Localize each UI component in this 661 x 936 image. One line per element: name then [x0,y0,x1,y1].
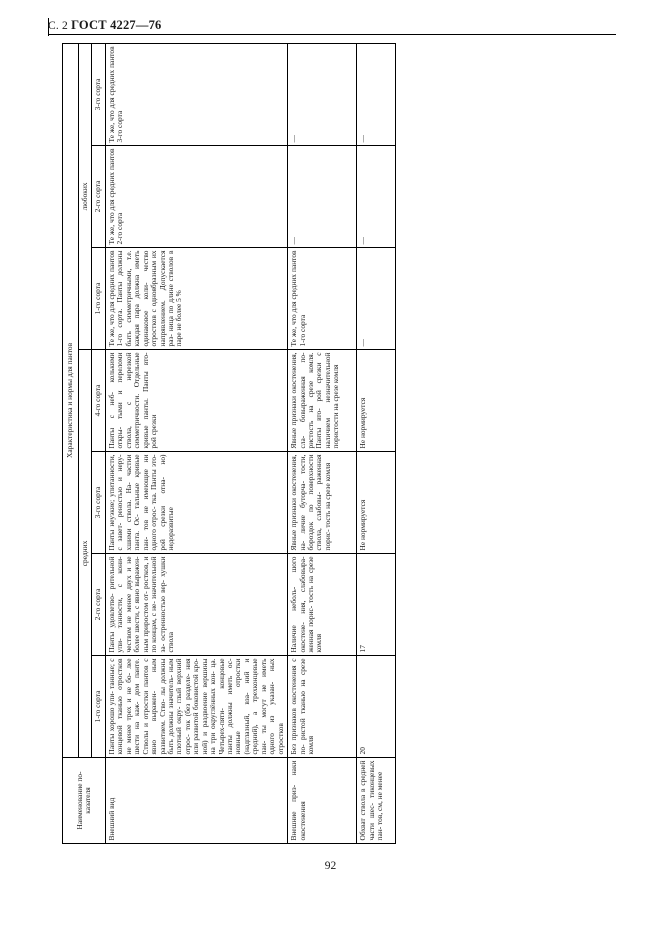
cell-srednie-4: Не нормируется [357,350,396,452]
header-group-lubokie: любоких [79,43,92,349]
header-grade-srednie-1: 1-го сорта [92,656,105,758]
row-name: Внешние приз- наки окостенения [288,758,357,844]
page-header [48,18,618,33]
header-name-column: Наименование по- казателя [63,758,106,844]
cell-lubokie-3: Те же, что для средних пантов 3-го сорта [105,43,287,145]
characteristics-table [62,43,396,844]
header-grade-lubokie-1: 1-го сорта [92,248,105,350]
cell-lubokie-2: — [357,146,396,248]
rotated-table-inner [62,44,602,844]
header-grade-lubokie-2: 2-го сорта [92,146,105,248]
page-label: С. 2 [48,20,68,32]
table-row [288,43,357,843]
row-name: Внешний вид [105,758,287,844]
cell-lubokie-1: Те же, что для средних пантов 1-го сорта. Панты должны быть симметричными, т.е. каждая пара должна иметь одинаковое коли- чество отростков с одноябразным их напрявлением. Допускается раз- ница по длине стволов в паре не более 5 % [105,248,287,350]
cell-lubokie-3: — [357,43,396,145]
cell-srednie-4: Явные признаки окостенения, сла- бовыраженная по- ристость на срезе комля. Панты вто- рой срезки с наличием незначительной пористости на срезе комля [288,350,357,452]
table-row [357,43,396,843]
header-grade-srednie-2: 2-го сорта [92,554,105,656]
cell-lubokie-1: — [357,248,396,350]
rotated-table-area [62,44,602,844]
cell-srednie-2: Панты удовлетво- рительной упи- танности, с кони- чеством не менее двух и не более шести, с явно выражен- ным приростом от- ростков, и по концам, с не- значительной за- остренностью вер- хушки ствола [105,554,287,656]
header-grade-lubokie-3: 3-го сорта [92,43,105,145]
cell-lubokie-1: Те же, что для средних пантов 1-го сорта [288,248,357,350]
cell-srednie-2: 17 [357,554,396,656]
cell-lubokie-2: Те же, что для средних пантов 2-го сорта [105,146,287,248]
cell-srednie-2: Наличие неболь- шого окостене- ния, слабовыра- женная порис- тость на срезе комля [288,554,357,656]
cell-srednie-1: Панты хорошо упи- танные; с концевой тканью отростков не менее трех и не бо- лее шести на каж- дом панте. Стволы и отростки пантов с явно выражен- ным развитием. Ство- лы должны быть должны значитель- ным плотный окру- глый верхний отрос- ток (без разделе- ния или развитой боковистой кро- ной) и раздвоение вершины на три округлённых кон- ца. Четырех-пяти- концовые панты должны иметь ос- новные отростки (надглазный, вза- ний и средний), а трехконцевые пан- ты могут не иметь одного из указан- ных отростков [105,656,287,758]
cell-srednie-4: Панты с неб- колькими откры- тыми и переломи ствола, с нерезкой симметричности. Отдельные кривые панты. Панты вто- рой срезки [105,350,287,452]
cell-srednie-1: 20 [357,656,396,758]
cell-srednie-3: Не нормируется [357,452,396,554]
header-grade-srednie-4: 4-го сорта [92,350,105,452]
cell-lubokie-2: — [288,146,357,248]
header-rule [48,34,616,35]
table-row [105,43,287,843]
header-spanning: Характеристика и нормы для пантов [63,43,79,757]
cell-srednie-3: Явные признаки окостенения, на- личие буторча- тости, бороздок по поверхности ствола, слабовы- раженная порис- тость на срезе комля [288,452,357,554]
page-number: 92 [324,860,337,872]
standard-designation: ГОСТ 4227—76 [71,18,162,32]
cell-lubokie-3: — [288,43,357,145]
header-group-srednie: средних [79,350,92,758]
cell-srednie-3: Панты неуэкие; упитанности, с завет- реностью и неру- хшими ствола. На- частии панта. Ос- тальные кривые пан- тов не имеющие ни одного отрос- тка. Панты это- рой срезки отна- но) недоразвитые [105,452,287,554]
row-name: Обхват ствола в средней части шес- тиконцевых пан- тов, см, не менее [357,758,396,844]
cell-srednie-1: Без признаков окостенения с по- ристой тканью на срезе комля [288,656,357,758]
header-grade-srednie-3: 3-го сорта [92,452,105,554]
